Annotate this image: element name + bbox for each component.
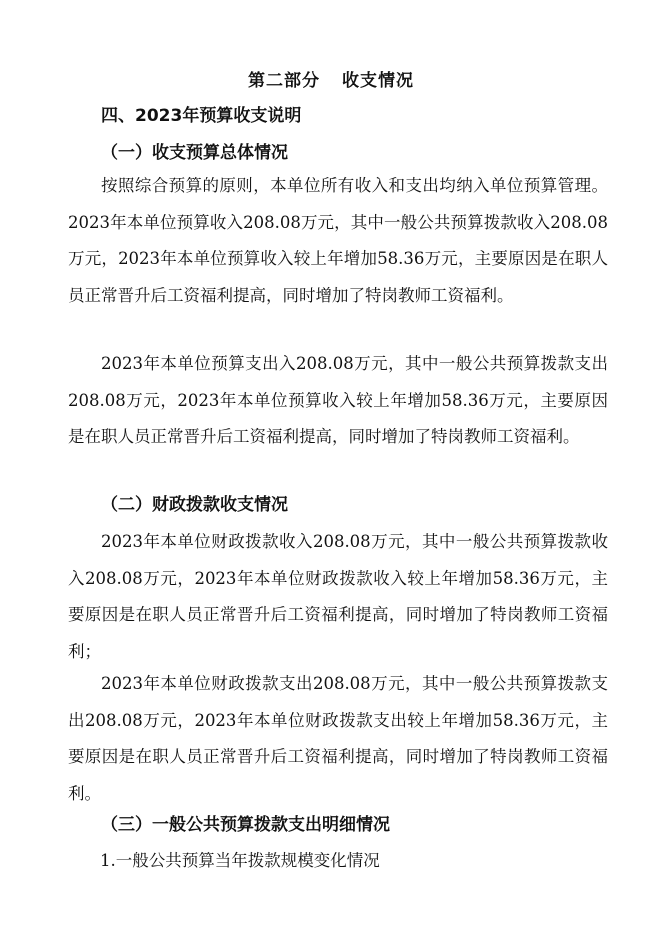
page-title-part1: 第二部分 bbox=[248, 71, 320, 91]
subsection-heading-1: （一）收支预算总体情况 bbox=[101, 143, 288, 163]
paragraph-budget-income: 按照综合预算的原则，本单位所有收入和支出均纳入单位预算管理。2023年本单位预算收入208.08万元，其中一般公共预算拨款收入208.08万元，2023年本单位预算收入较上年增加58.36万元，主要原因是在职人员正常晋升后工资福利提高，同时增加了特岗教师工资福利。 bbox=[68, 176, 608, 305]
paragraph-fiscal-expense: 2023年本单位财政拨款支出208.08万元，其中一般公共预算拨款支出208.08万元，2023年本单位财政拨款支出较上年增加58.36万元，主要原因是在职人员正常晋升后工资福利提高，同时增加了特岗教师工资福利。 bbox=[68, 674, 608, 803]
paragraph-fiscal-income: 2023年本单位财政拨款收入208.08万元，其中一般公共预算拨款收入208.08万元，2023年本单位财政拨款收入较上年增加58.36万元，主要原因是在职人员正常晋升后工资福利提高，同时增加了特岗教师工资福利； bbox=[68, 532, 608, 661]
page-title-part2: 收支情况 bbox=[342, 71, 414, 91]
subsection-heading-2: （二）财政拨款收支情况 bbox=[101, 495, 288, 515]
subsection-heading-3: （三）一般公共预算拨款支出明细情况 bbox=[101, 815, 390, 835]
section-heading-four: 四、2023年预算收支说明 bbox=[101, 106, 302, 126]
list-item-1: 1.一般公共预算当年拨款规模变化情况 bbox=[100, 851, 380, 870]
paragraph-budget-expense: 2023年本单位预算支出入208.08万元，其中一般公共预算拨款支出208.08万元，2023年本单位预算收入较上年增加58.36万元，主要原因是在职人员正常晋升后工资福利提高，同时增加了特岗教师工资福利。 bbox=[68, 354, 608, 446]
page-title bbox=[0, 66, 662, 96]
